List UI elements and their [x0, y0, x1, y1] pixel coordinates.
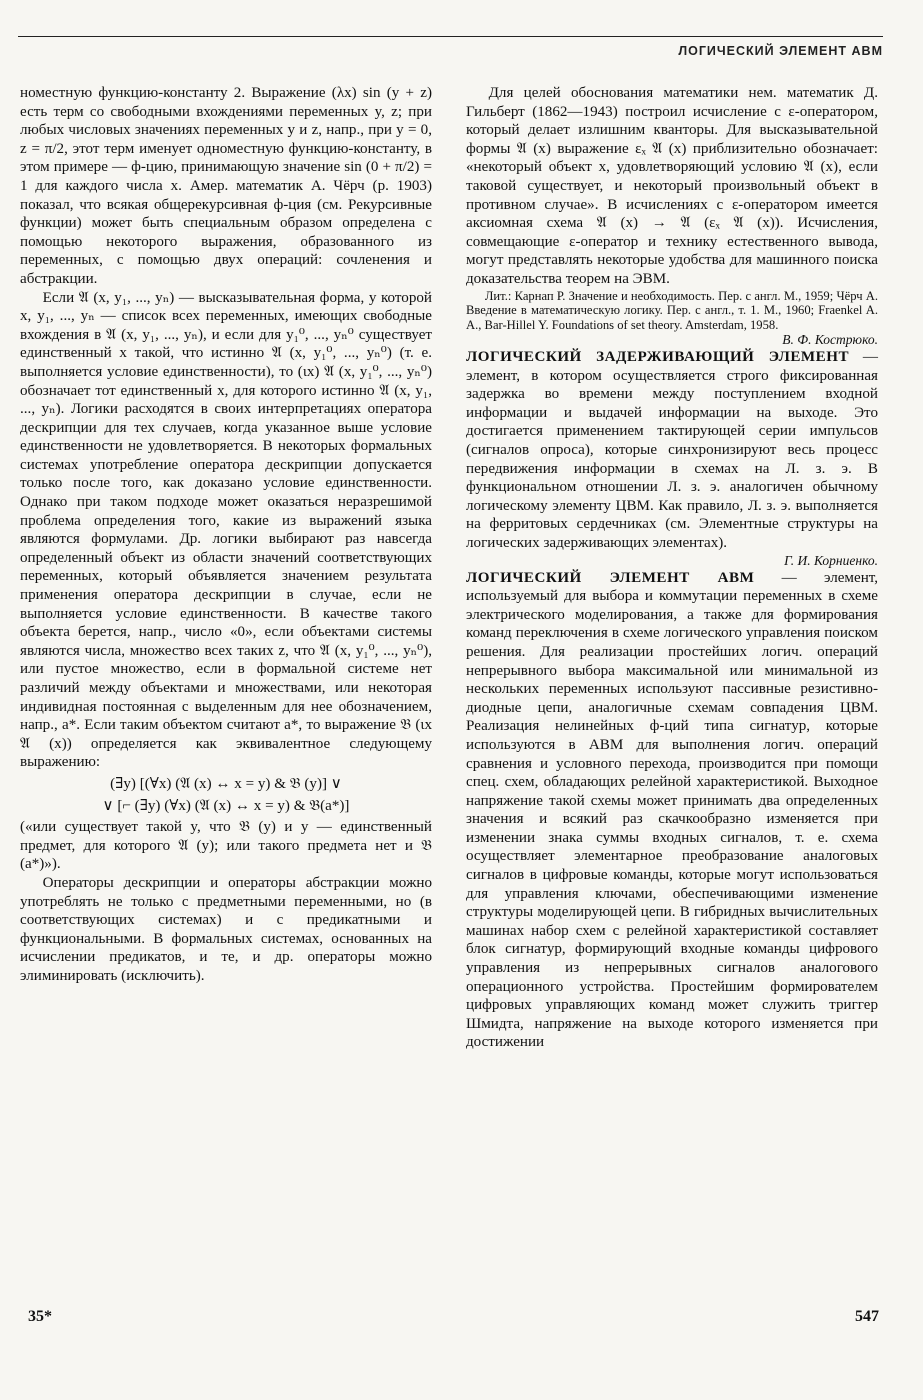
left-column [20, 84, 432, 986]
right-paragraph-1: Для целей обоснования математики нем. математик Д. Гильберт (1862—1943) построил исчисление с ε-оператором, который делает излишним кванторы. Для высказывательной формы 𝔄 (x) выражение εₓ 𝔄 (x) приблизительно обозначает: «некоторый объект x, удовлетворяющий условию 𝔄 (x), если таковой существует, и некоторый произвольный объект в противном случае». В исчислениях с ε-оператором имеется аксиомная схема 𝔄 (x) → 𝔄 (εₓ 𝔄 (x)). Исчисления, совмещающие ε-оператор и технику естественного вывода, могут представлять некоторые удобства для машинного поиска доказательства теорем на ЭВМ. [466, 85, 878, 287]
page-number: 547 [855, 1308, 879, 1325]
running-head: ЛОГИЧЕСКИЙ ЭЛЕМЕНТ АВМ [678, 44, 883, 58]
entry-text: — элемент, в котором осуществляется строго фиксированная задержка во времени между поступлением входной информации и выдачей информации на выходе. Это достигается применением тактирующей серии импульсов (сигналов опроса), которые синхронизируют весь процесс передвижения информации в схемах на Л. з. э. В функциональном отношении Л. з. э. аналогичен обычному логическому элементу ЦВМ. Как правило, Л. з. э. выполняется на ферритовых сердечниках (см. Элементные структуры на логических задерживающих элементах). [466, 349, 879, 551]
entry-logic-element-avm [466, 569, 878, 1052]
entry-text: — элемент, используемый для выбора и коммутации переменных в схеме электрического моделирования, а также для формирования команд переключения в схеме логического управления поиском решения. Для реализации простейших логич. операций непрерывного выбора максимальной или минимальной из нескольких переменных используют пассивные резистивно-диодные цепи, аналогичные схемам совпадения ЦВМ. Реализация нелинейных ф-ций типа сигнатур, которые используются в АВМ для выполнения логич. операций сравнения и условного перехода, производится при помощи спец. схем, обладающих релейной характеристикой. Выходное напряжение такой схемы может принимать два определенных значения и всякий раз скачкообразно изменяется при изменении знака суммы входных сигналов, т. е. схема осуществляет элементарное преобразование аналоговых сигналов в цифровые команды, которые могут использоваться для управления ключами, обеспечивающими изменение структуры моделирующей цепи. В гибридных вычислительных машинах набор схем с релейной характеристикой составляет блок сигнатур, формирующий входные команды цифрового управления из непрерывных сигналов аналогового операционного устройства. Простейшим формирователем цифровых управляющих команд может служить триггер Шмидта, напряжение на выходе которого изменяется при достижении [466, 569, 878, 1051]
author-signature-2: Г. И. Корниенко. [784, 552, 878, 568]
signature-mark: 35* [28, 1308, 52, 1325]
left-paragraph-4: Операторы дескрипции и операторы абстракции можно употреблять не только с предметными переменными, но (в соответствующих системах) и с предикатными и функциональными. В формальных системах, основанных на исчислении предикатов, и те, и др. операторы можно элиминировать (исключить). [20, 874, 432, 984]
left-paragraph-2: Если 𝔄 (x, y₁, ..., yₙ) — высказывательная форма, у которой x, y₁, ..., yₙ — список всех переменных, имеющих свободные вхождения в 𝔄 (x, y₁, ..., yₙ), и если для y₁⁰, ..., yₙ⁰ существует единственный x такой, что истинно 𝔄 (x, y₁⁰, ..., yₙ⁰) (т. е. выполняется условие единственности), то (ιx) 𝔄 (x, y₁⁰, ..., yₙ⁰) обозначает тот единственный x, для которого истинно 𝔄 (x, y₁, ..., yₙ). Логики расходятся в своих интерпретациях оператора дескрипции для тех случаев, когда указанное выше условие единственности не удовлетворяется. В некоторых формальных системах употребление оператора дескрипции допускается только после того, как доказано условие единственности. Однако при таком подходе может оказаться неразрешимой проблема определения того, какие из выражений языка являются формулами. Др. логики выбирают раз навсегда определенный объект из области значений соответствующих переменных, который объявляется значением результата применения оператора дескрипции в случае, если не выполняется условие единственности. В качестве такого объекта берется, напр., число «0», если объектами системы являются числа, множество всех таких z, что 𝔄 (x, y₁⁰, ..., yₙ⁰), или пустое множество, если в формальной системе нет различий между объектами и множествами, или некоторая индивидная постоянная с выделенным для нее обозначением, напр., a*. Если таким объектом считают a*, то выражение 𝔅 (ιx 𝔄 (x)) определяется как эквивалентное следующему выражению: [20, 289, 432, 771]
formula-line-1: (∃y) [(∀x) (𝔄 (x) ↔ x = y) & 𝔅 (y)] ∨ [110, 775, 342, 792]
entry-title: ЛОГИЧЕСКИЙ ЭЛЕМЕНТ АВМ [466, 569, 755, 586]
formula-line-2: ∨ [⌐ (∃y) (∀x) (𝔄 (x) ↔ x = y) & 𝔅(a*)] [102, 797, 350, 814]
left-paragraph-3: («или существует такой y, что 𝔅 (y) и y — единственный предмет, для которого 𝔄 (y); или такого предмета нет и 𝔅 (a*)»). [20, 819, 432, 873]
entry-title: ЛОГИЧЕСКИЙ ЗАДЕРЖИВАЮЩИЙ ЭЛЕМЕНТ [466, 349, 850, 366]
left-paragraph-1: номестную функцию-константу 2. Выражение (λx) sin (y + z) есть терм со свободными вхождениями переменных y, z; при любых числовых значениях переменных y и z, напр., при y = 0, z = π/2, этот терм именует одноместную функцию-константу, в этом примере — ф-цию, принимающую значение sin (0 + π/2) = 1 для каждого числа x. Амер. математик А. Чёрч (р. 1903) показал, что всякая общерекурсивная ф-ция (см. Рекурсивные функции) может быть специальным образом определена с помощью некоторого выражения, образованного из переменных, с помощью двух операций: сочленения и абстракции. [20, 85, 432, 287]
header-rule [18, 36, 883, 37]
right-column [466, 84, 878, 1052]
author-signature-1: В. Ф. Кострюко. [782, 332, 878, 348]
literature-list: Лит.: Карнап Р. Значение и необходимость. Пер. с англ. М., 1959; Чёрч А. Введение в математическую логику. Пер. с англ., т. 1. М., 1960; Fraenkel A. A., Bar-Hillel Y. Foundations of set theory. Amsterdam, 1958. [466, 288, 878, 332]
entry-logic-delay-element [466, 348, 878, 553]
